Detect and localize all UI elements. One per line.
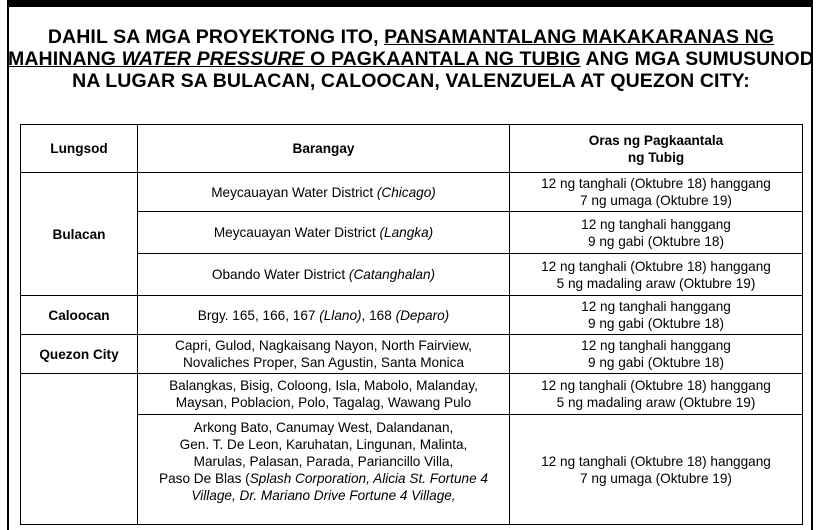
barangay-italic-text: Splash Corporation, Alicia St. Fortune 4	[249, 471, 488, 486]
time-line: 12 ng tanghali (Oktubre 18) hanggang	[541, 454, 771, 469]
time-line: 12 ng tanghali hanggang	[581, 216, 731, 232]
headline-underlined-text: O PAGKAANTALA NG TUBIG	[304, 48, 581, 70]
barangay-cell	[138, 335, 510, 374]
time-cell	[510, 173, 803, 212]
barangay-cell	[138, 254, 510, 296]
barangay-text: Brgy. 165, 166, 167	[197, 307, 320, 323]
barangay-line	[142, 470, 505, 487]
city-cell: Bulacan	[21, 173, 138, 296]
headline-underlined-text: MAHINANG	[8, 48, 122, 70]
barangay-text: Obando Water District	[211, 267, 349, 282]
time-line: 12 ng tanghali hanggang	[581, 299, 731, 314]
barangay-line: Capri, Gulod, Nagkaisang Nayon, North Fairview,	[175, 338, 472, 353]
barangay-line: Gen. T. De Leon, Karuhatan, Lingunan, Malinta,	[179, 437, 468, 452]
schedule-table	[20, 124, 803, 525]
barangay-italic-text: (Llano)	[319, 307, 362, 323]
headline-text: DAHIL SA MGA PROYEKTONG ITO,	[47, 26, 385, 48]
headline-text: ANG MGA SUMUSUNOD	[580, 48, 814, 70]
city-cell: Caloocan	[21, 296, 138, 335]
headline-line-2	[0, 48, 822, 70]
barangay-text: Paso De Blas (	[159, 471, 250, 486]
barangay-cell	[138, 173, 510, 212]
city-cell: Quezon City	[21, 335, 138, 374]
headline	[0, 26, 822, 92]
table-row	[21, 173, 803, 212]
table-row	[21, 335, 803, 374]
barangay-cell	[138, 415, 510, 525]
time-line: 9 ng gabi (Oktubre 18)	[587, 316, 725, 331]
barangay-line: Maysan, Poblacion, Polo, Tagalag, Wawang Pulo	[175, 395, 472, 410]
header-city: Lungsod	[21, 125, 138, 173]
table-row	[21, 296, 803, 335]
table-row	[21, 374, 803, 415]
barangay-line: Novaliches Proper, San Agustin, Santa Monica	[182, 355, 465, 370]
time-cell	[510, 212, 803, 254]
table-row	[21, 415, 803, 525]
barangay-text: Meycauayan Water District	[213, 225, 380, 240]
time-line: 5 ng madaling araw (Oktubre 19)	[556, 275, 756, 291]
time-line: 9 ng gabi (Oktubre 18)	[587, 233, 725, 249]
header-time	[510, 125, 803, 173]
time-cell	[510, 374, 803, 415]
time-line: 12 ng tanghali hanggang	[581, 338, 731, 353]
barangay-text: Meycauayan Water District	[211, 184, 377, 200]
time-cell	[510, 254, 803, 296]
time-line: 12 ng tanghali (Oktubre 18) hanggang	[541, 258, 771, 274]
barangay-cell	[138, 296, 510, 335]
headline-underlined-text: PANSAMANTALANG MAKAKARANAS NG	[384, 26, 775, 48]
header-time-line: ng Tubig	[627, 149, 685, 165]
barangay-italic-text: (Chicago)	[376, 184, 436, 200]
time-line: 7 ng umaga (Oktubre 19)	[580, 471, 732, 486]
time-line: 7 ng umaga (Oktubre 19)	[580, 193, 732, 208]
barangay-italic-text: (Langka)	[379, 225, 434, 240]
time-cell	[510, 415, 803, 525]
time-cell	[510, 296, 803, 335]
header-barangay: Barangay	[138, 125, 510, 173]
barangay-text: , 168	[361, 307, 396, 323]
header-time-line: Oras ng Pagkaantala	[588, 132, 724, 148]
barangay-line: Balangkas, Bisig, Coloong, Isla, Mabolo, Malanday,	[169, 378, 478, 393]
headline-line-1	[0, 26, 822, 48]
table-row	[21, 254, 803, 296]
barangay-italic-text: (Deparo)	[395, 307, 450, 323]
time-cell	[510, 335, 803, 374]
table-row	[21, 212, 803, 254]
barangay-italic-text: (Catanghalan)	[348, 267, 436, 282]
time-line: 12 ng tanghali (Oktubre 18) hanggang	[541, 176, 771, 191]
time-line: 9 ng gabi (Oktubre 18)	[587, 355, 725, 370]
barangay-line: Arkong Bato, Canumay West, Dalandanan,	[193, 420, 454, 435]
barangay-cell	[138, 212, 510, 254]
headline-line-3: NA LUGAR SA BULACAN, CALOOCAN, VALENZUELA AT QUEZON CITY:	[72, 70, 750, 92]
time-line: 5 ng madaling araw (Oktubre 19)	[556, 395, 756, 410]
table-header-row	[21, 125, 803, 173]
barangay-cell	[138, 374, 510, 415]
barangay-line: Marulas, Palasan, Parada, Pariancillo Villa,	[193, 454, 454, 469]
barangay-line: Village, Dr. Mariano Drive Fortune 4 Village,	[191, 488, 456, 503]
time-line: 12 ng tanghali (Oktubre 18) hanggang	[541, 378, 771, 393]
city-cell	[21, 374, 138, 525]
headline-italic-text: WATER PRESSURE	[121, 48, 305, 70]
